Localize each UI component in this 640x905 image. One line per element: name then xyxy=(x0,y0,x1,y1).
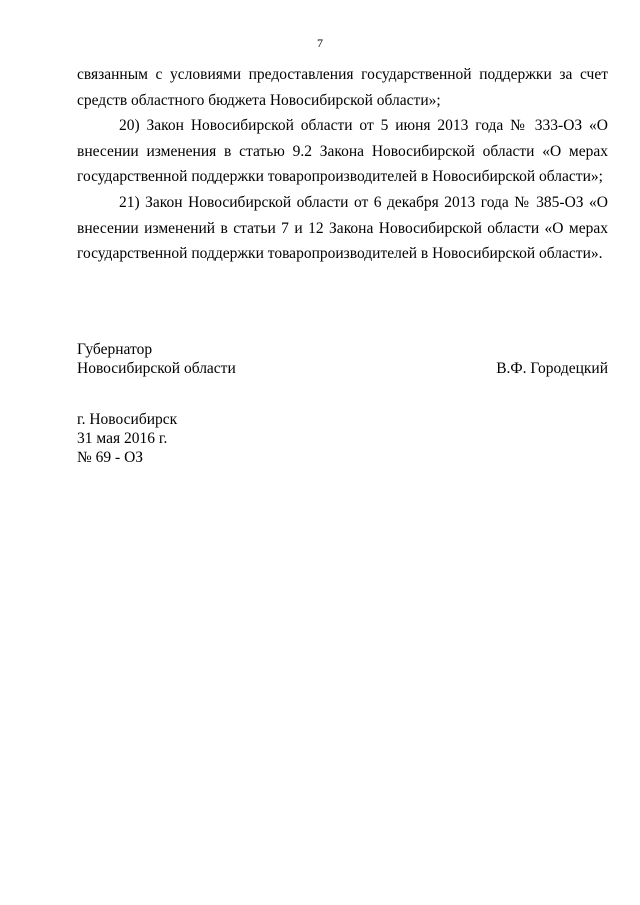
place-date-block xyxy=(77,410,377,467)
signature-block xyxy=(77,340,608,378)
signature-row xyxy=(77,359,608,378)
document-body xyxy=(77,62,608,267)
signatory-title-line1: Губернатор xyxy=(77,341,153,358)
paragraph-item-20: 20) Закон Новосибирской области от 5 июня 2013 года № 333-ОЗ «О внесении изменения в статью 9.2 Закона Новосибирской области «О мерах государственной поддержки товаропроизводителей в Новосибирской области»; xyxy=(77,117,608,186)
paragraph-continuation: связанным с условиями предоставления государственной поддержки за счет средств областного бюджета Новосибирской области»; xyxy=(77,66,608,109)
page-number: 7 xyxy=(317,36,323,50)
law-date: 31 мая 2016 г. xyxy=(77,430,168,447)
signatory-title-line2: Новосибирской области xyxy=(77,360,236,377)
signatory-name: В.Ф. Городецкий xyxy=(496,360,608,377)
law-number: № 69 - ОЗ xyxy=(77,449,144,466)
city: г. Новосибирск xyxy=(77,411,178,428)
paragraph-item-21: 21) Закон Новосибирской области от 6 декабря 2013 года № 385-ОЗ «О внесении изменений в статьи 7 и 12 Закона Новосибирской области «О мерах государственной поддержки товаропроизводителей в Новосибирской области». xyxy=(77,193,608,263)
